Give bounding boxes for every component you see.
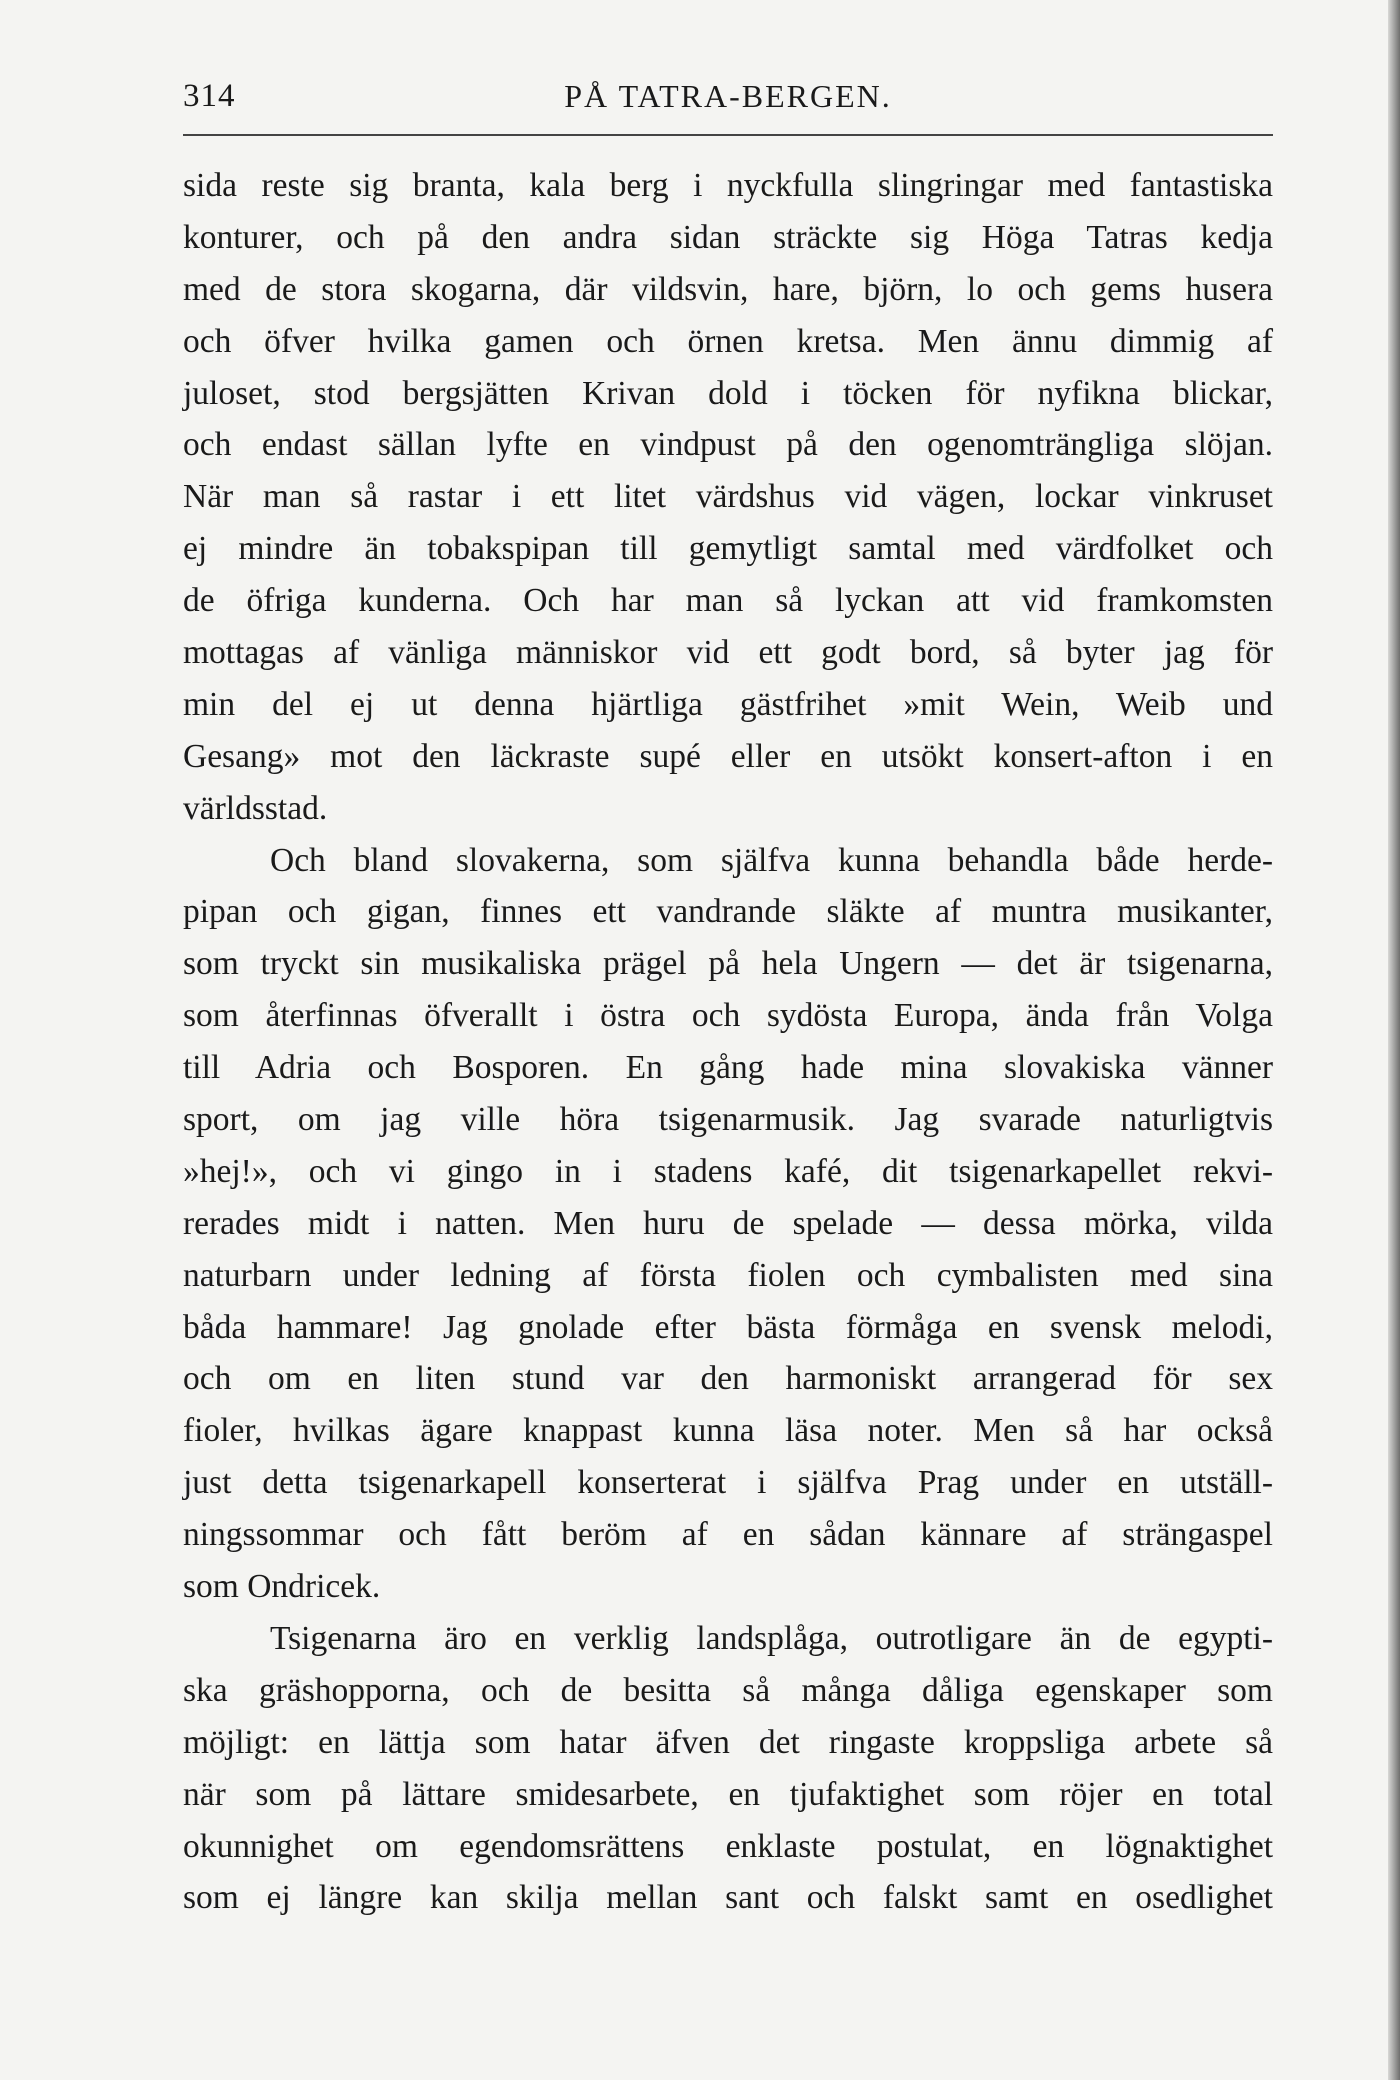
text-line: rerades midt i natten. Men huru de spelade — dessa mörka, vilda (183, 1204, 1273, 1242)
text-line: världsstad. (183, 789, 328, 827)
text-line: min del ej ut denna hjärtliga gästfrihet »mit Wein, Weib und (183, 685, 1273, 723)
header-rule (183, 134, 1273, 136)
text-line: som Ondricek. (183, 1568, 381, 1606)
text-line: »hej!», och vi gingo in i stadens kafé, dit tsigenarkapellet rekvi- (183, 1152, 1273, 1190)
text-line: som återfinnas öfverallt i östra och sydösta Europa, ända från Volga (183, 997, 1273, 1035)
text-line: sida reste sig branta, kala berg i nyckfulla slingringar med fantastiska (183, 167, 1273, 204)
page-edge-shadow (1388, 0, 1400, 2080)
running-title: PÅ TATRA-BERGEN. (564, 78, 892, 114)
body-text (183, 160, 1273, 1924)
text-line: Gesang» mot den läckraste supé eller en utsökt konsert-afton i en (183, 737, 1273, 775)
text-line: som ej längre kan skilja mellan sant och falskt samt en osedlighet (183, 1879, 1273, 1917)
text-line: ningssommar och fått beröm af en sådan kännare af strängaspel (183, 1516, 1273, 1554)
text-line: möjligt: en lättja som hatar äfven det ringaste kroppsliga arbete så (183, 1723, 1273, 1761)
text-line: de öfriga kunderna. Och har man så lyckan att vid framkomsten (183, 582, 1273, 620)
text-line: När man så rastar i ett litet värdshus vid vägen, lockar vinkruset (183, 478, 1273, 516)
text-line: okunnighet om egendomsrättens enklaste postulat, en lögnaktighet (183, 1827, 1273, 1865)
text-line: när som på lättare smidesarbete, en tjufaktighet som röjer en total (183, 1775, 1273, 1813)
text-line: fioler, hvilkas ägare knappast kunna läsa noter. Men så har också (183, 1412, 1273, 1450)
text-line: och om en liten stund var den harmoniskt arrangerad för sex (183, 1360, 1273, 1398)
text-line: just detta tsigenarkapell konserterat i själfva Prag under en utställ- (183, 1464, 1273, 1502)
page-number: 314 (183, 78, 236, 114)
text-line: som tryckt sin musikaliska prägel på hela Ungern — det är tsigenarna, (183, 945, 1273, 983)
text-line: båda hammare! Jag gnolade efter bästa förmåga en svensk melodi, (183, 1308, 1273, 1346)
text-line: ej mindre än tobakspipan till gemytligt samtal med värdfolket och (183, 530, 1273, 568)
page-header (183, 78, 1273, 128)
text-line: och öfver hvilka gamen och örnen kretsa. Men ännu dimmig af (183, 322, 1273, 360)
text-line: till Adria och Bosporen. En gång hade mina slovakiska vänner (183, 1049, 1273, 1087)
text-line: och endast sällan lyfte en vindpust på den ogenomträngliga slöjan. (183, 426, 1273, 464)
text-line: naturbarn under ledning af första fiolen och cymbalisten med sina (183, 1256, 1273, 1294)
text-line: juloset, stod bergsjätten Krivan dold i töcken för nyfikna blickar, (183, 374, 1273, 412)
text-line: sport, om jag ville höra tsigenarmusik. Jag svarade naturligtvis (183, 1101, 1273, 1139)
text-line: pipan och gigan, finnes ett vandrande släkte af muntra musikanter, (183, 893, 1273, 931)
text-line: konturer, och på den andra sidan sträckte sig Höga Tatras kedja (183, 218, 1273, 256)
text-line: ska gräshopporna, och de besitta så många dåliga egenskaper som (183, 1671, 1273, 1709)
text-line: Tsigenarna äro en verklig landsplåga, outrotligare än de egypti- (270, 1619, 1273, 1657)
text-line: med de stora skogarna, där vildsvin, hare, björn, lo och gems husera (183, 270, 1273, 308)
text-line: Och bland slovakerna, som själfva kunna behandla både herde- (270, 841, 1273, 879)
text-line: mottagas af vänliga människor vid ett godt bord, så byter jag för (183, 634, 1273, 672)
